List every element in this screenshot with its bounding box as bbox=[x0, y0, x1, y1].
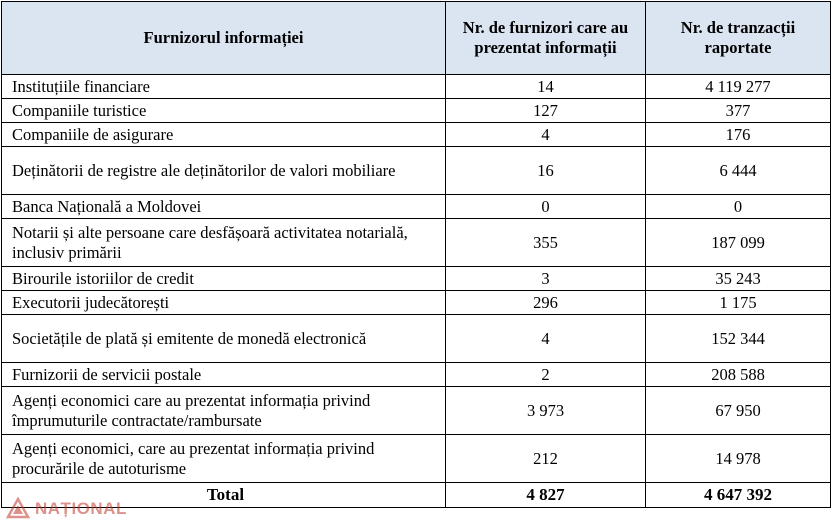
row-label: Furnizorii de servicii postale bbox=[2, 363, 446, 387]
row-transactions: 176 bbox=[646, 123, 831, 147]
row-label: Executorii judecătorești bbox=[2, 291, 446, 315]
row-label: Agenți economici care au prezentat informația privind împrumuturile contractate/rambursate bbox=[2, 387, 446, 435]
table-row bbox=[2, 123, 831, 147]
table-row bbox=[2, 435, 831, 483]
row-transactions: 14 978 bbox=[646, 435, 831, 483]
table-row bbox=[2, 99, 831, 123]
total-providers: 4 827 bbox=[446, 483, 646, 508]
header-row bbox=[2, 2, 831, 75]
total-transactions: 4 647 392 bbox=[646, 483, 831, 508]
table-row bbox=[2, 387, 831, 435]
header-transaction-count: Nr. de tranzacții raportate bbox=[646, 2, 831, 75]
row-providers: 2 bbox=[446, 363, 646, 387]
row-transactions: 1 175 bbox=[646, 291, 831, 315]
row-transactions: 6 444 bbox=[646, 147, 831, 195]
row-providers: 355 bbox=[446, 219, 646, 267]
data-table bbox=[1, 1, 831, 508]
row-providers: 127 bbox=[446, 99, 646, 123]
row-label: Deținătorii de registre ale deținătorilor de valori mobiliare bbox=[2, 147, 446, 195]
row-transactions: 0 bbox=[646, 195, 831, 219]
row-label: Agenți economici, care au prezentat informația privind procurările de autoturisme bbox=[2, 435, 446, 483]
row-transactions: 67 950 bbox=[646, 387, 831, 435]
row-providers: 0 bbox=[446, 195, 646, 219]
row-transactions: 377 bbox=[646, 99, 831, 123]
row-providers: 3 973 bbox=[446, 387, 646, 435]
table-row bbox=[2, 363, 831, 387]
row-label: Notarii și alte persoane care desfășoară activitatea notarială, inclusiv primării bbox=[2, 219, 446, 267]
table-row bbox=[2, 219, 831, 267]
header-provider: Furnizorul informației bbox=[2, 2, 446, 75]
header-provider-count: Nr. de furnizori care au prezentat informații bbox=[446, 2, 646, 75]
row-transactions: 187 099 bbox=[646, 219, 831, 267]
total-row bbox=[2, 483, 831, 508]
row-providers: 4 bbox=[446, 315, 646, 363]
row-label: Companiile de asigurare bbox=[2, 123, 446, 147]
total-label: Total bbox=[2, 483, 446, 508]
table-row bbox=[2, 195, 831, 219]
row-transactions: 4 119 277 bbox=[646, 75, 831, 99]
row-providers: 14 bbox=[446, 75, 646, 99]
row-label: Instituțiile financiare bbox=[2, 75, 446, 99]
row-providers: 3 bbox=[446, 267, 646, 291]
row-transactions: 152 344 bbox=[646, 315, 831, 363]
watermark-text: NAȚIONAL bbox=[35, 499, 127, 518]
row-providers: 16 bbox=[446, 147, 646, 195]
row-providers: 212 bbox=[446, 435, 646, 483]
row-label: Birourile istoriilor de credit bbox=[2, 267, 446, 291]
table-row bbox=[2, 267, 831, 291]
row-label: Societățile de plată și emitente de monedă electronică bbox=[2, 315, 446, 363]
row-providers: 296 bbox=[446, 291, 646, 315]
table-row bbox=[2, 75, 831, 99]
row-providers: 4 bbox=[446, 123, 646, 147]
table-row bbox=[2, 291, 831, 315]
table-row bbox=[2, 315, 831, 363]
row-label: Companiile turistice bbox=[2, 99, 446, 123]
row-transactions: 208 588 bbox=[646, 363, 831, 387]
row-transactions: 35 243 bbox=[646, 267, 831, 291]
row-label: Banca Națională a Moldovei bbox=[2, 195, 446, 219]
table-row bbox=[2, 147, 831, 195]
